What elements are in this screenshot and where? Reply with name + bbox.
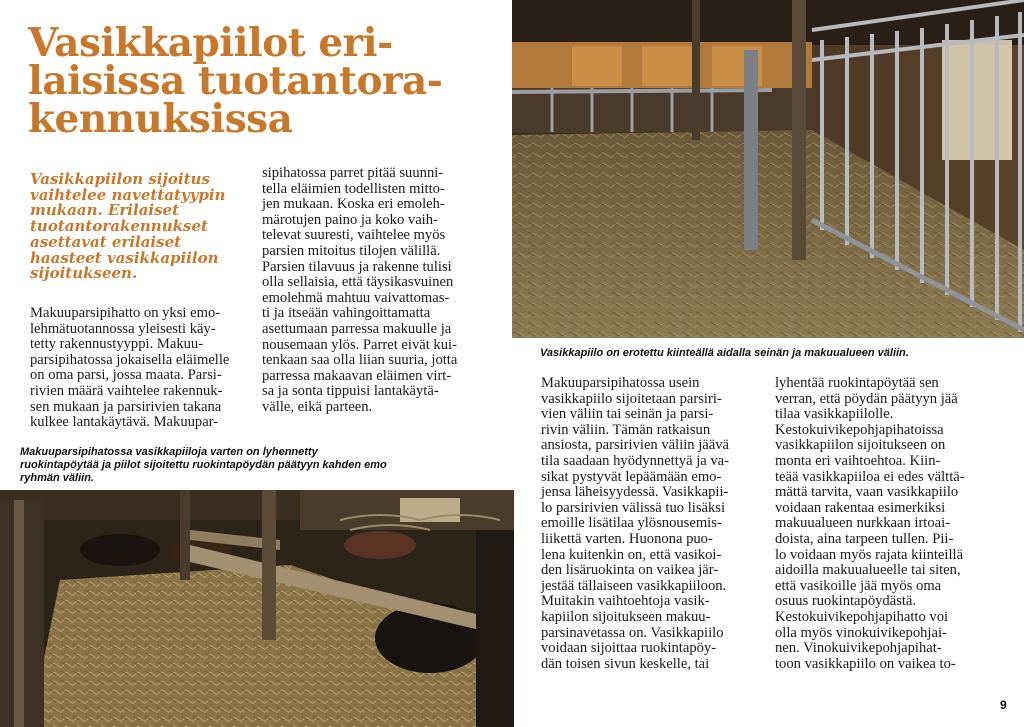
- body-line: Makuuparsipihatto on yksi emo-: [30, 305, 221, 321]
- title-line: kennuksissa: [28, 96, 293, 142]
- body-line: olla sellaisia, että täysikasvuinen: [262, 274, 454, 291]
- lead-line: tuotantorakennukset: [30, 217, 208, 236]
- body-line: emoille lisätilaa ylösnousemis-: [541, 515, 722, 532]
- body-line: nousemaan ylös. Parret eivät kui-: [262, 336, 457, 353]
- body-line: lyhentää ruokintapöytää sen: [775, 375, 939, 391]
- body-line: den lisäruokinta on vaikea jär-: [541, 562, 719, 579]
- photo-caption-bottom: [20, 446, 500, 485]
- lead-line: vaihtelee navettatyypin: [30, 185, 226, 204]
- body-line: sipihatossa parret pitää suunni-: [262, 165, 444, 181]
- body-line: aidoilla makuualueelle tai siten,: [775, 562, 961, 579]
- body-line: parsinavetassa on. Vasikkapiilo: [541, 624, 724, 641]
- body-line: sikat pystyvät lepäämään emo-: [541, 468, 722, 485]
- body-line: nen. Vinokuivikepohjapihat-: [775, 640, 942, 657]
- article-title: [28, 20, 498, 142]
- body-line: Makuuparsipihatossa usein: [541, 375, 700, 391]
- body-column-3: [541, 376, 761, 672]
- body-line: doista, aina tarpeen tullen. Pii-: [775, 530, 954, 547]
- body-line: parsipihatossa jokaisella eläimelle: [30, 351, 230, 368]
- body-line: Kestokuivikepohjapihatto voi: [775, 608, 949, 625]
- caption-line: ruokintapöytää ja piilot sijoitettu ruokintapöydän päätyyn kahden emo: [20, 459, 387, 471]
- lead-line: mukaan. Erilaiset: [30, 201, 180, 220]
- body-line: Parsien tilavuus ja rakenne tulisi: [262, 258, 452, 275]
- body-line: voidaan sijoittaa ruokintapöy-: [541, 640, 717, 657]
- body-line: vasikkapiilon sijoitukseen on: [775, 437, 946, 454]
- body-line: emolehmä mahtuu vaivattomas-: [262, 289, 450, 306]
- body-line: dän toisen sivun keskelle, tai: [541, 655, 710, 672]
- body-column-4: [775, 376, 999, 672]
- body-line: on oma parsi, jossa maata. Parsi-: [30, 367, 222, 384]
- lead-line: sijoitukseen.: [30, 264, 138, 283]
- body-line: rivien määrä vaihtelee rakennuk-: [30, 382, 223, 399]
- body-line: että vasikoille jää myös oma: [775, 577, 942, 594]
- body-line: vasikkapiilo sijoitetaan parsiri-: [541, 390, 722, 407]
- body-line: parressa makaavan eläimen virt-: [262, 367, 452, 384]
- body-line: kulkee lantakäytävä. Makuupar-: [30, 414, 219, 431]
- body-column-1: [30, 306, 248, 431]
- body-line: lo parsirivien välissä tuo lisäksi: [541, 499, 726, 516]
- body-line: tilaa vasikkapiilolle.: [775, 406, 894, 423]
- body-line: asettumaan parressa makuulle ja: [262, 320, 452, 337]
- body-line: tila saadaan hyödynnettyä ja va-: [541, 452, 730, 469]
- body-line: lo voidaan myös rajata kiinteillä: [775, 546, 964, 563]
- body-line: välle, eikä parteen.: [262, 398, 373, 415]
- body-line: lena kuitenkin on, että vasikoi-: [541, 546, 722, 563]
- lead-line: asettavat erilaiset: [30, 232, 182, 251]
- body-line: lehmätuotannossa yleisesti käy-: [30, 320, 216, 337]
- body-line: televat suuresti, vaihtelee myös: [262, 227, 446, 244]
- title-line: Vasikkapiilot eri-: [28, 20, 393, 66]
- body-line: Muitakin vaihtoehtoja vasik-: [541, 593, 710, 610]
- body-line: teää vasikkapiiloa ei edes välttä-: [775, 468, 965, 485]
- body-line: osuus ruokintapöydästä.: [775, 593, 917, 610]
- body-line: verran, että pöydän päätyyn jää: [775, 390, 958, 407]
- body-line: sen mukaan ja parsirivien takana: [30, 398, 222, 415]
- lead-line: Vasikkapiilon sijoitus: [30, 170, 210, 188]
- body-line: makuualueen nurkkaan irtoai-: [775, 515, 951, 532]
- barn-pen-photo: [512, 0, 1024, 338]
- body-line: ti ja itseään vahingoittamatta: [262, 305, 431, 322]
- feeding-alley-photo: [0, 490, 514, 727]
- body-line: tenkaan saa olla liian suuria, jotta: [262, 352, 458, 369]
- body-line: voidaan rakentaa esimerkiksi: [775, 499, 946, 516]
- body-line: Kestokuivikepohjapihatoissa: [775, 421, 944, 438]
- body-line: märotujen paino ja koko vaih-: [262, 211, 438, 228]
- body-line: jestää tällaiseen vasikkapiiloon.: [541, 577, 727, 594]
- photo-caption-top: Vasikkapiilo on erotettu kiinteällä aidalla seinän ja makuualueen väliin.: [540, 347, 909, 359]
- body-line: tetty rakennustyyppi. Makuu-: [30, 336, 204, 353]
- body-line: monta eri vaihtoehtoa. Kiin-: [775, 452, 941, 469]
- body-column-2: [262, 166, 486, 416]
- lead-line: haasteet vasikkapiilon: [30, 248, 219, 267]
- body-line: jensa läheisyydessä. Vasikkapii-: [541, 484, 729, 501]
- body-line: jen mukaan. Koska eri emoleh-: [262, 196, 445, 213]
- caption-line: ryhmän väliin.: [20, 472, 94, 484]
- body-line: parsien mitoitus tilojen välillä.: [262, 242, 441, 259]
- body-line: rivin väliin. Tämän ratkaisun: [541, 421, 711, 438]
- caption-line: Makuuparsipihatossa vasikkapiiloja varten on lyhennetty: [20, 446, 318, 458]
- title-line: laisissa tuotantora-: [28, 58, 443, 104]
- body-line: vien väliin tai seinän ja parsi-: [541, 406, 714, 423]
- body-line: ansiosta, parsirivien väliin jäävä: [541, 437, 730, 454]
- article-lead: [30, 172, 252, 282]
- body-line: mättä tarvita, vaan vasikkapiilo: [775, 484, 959, 501]
- body-line: tella eläimien todellisten mitto-: [262, 180, 445, 197]
- body-line: olla myös vinokuivikepohjai-: [775, 624, 947, 641]
- body-line: sa ja sonta tippuisi lantakäytä-: [262, 383, 439, 400]
- body-line: kapiilon sijoitukseen makuu-: [541, 608, 711, 625]
- page-number: 9: [1000, 698, 1007, 712]
- body-line: liikettä varten. Huonona puo-: [541, 530, 713, 547]
- body-line: toon vasikkapiilo on vaikea to-: [775, 655, 956, 672]
